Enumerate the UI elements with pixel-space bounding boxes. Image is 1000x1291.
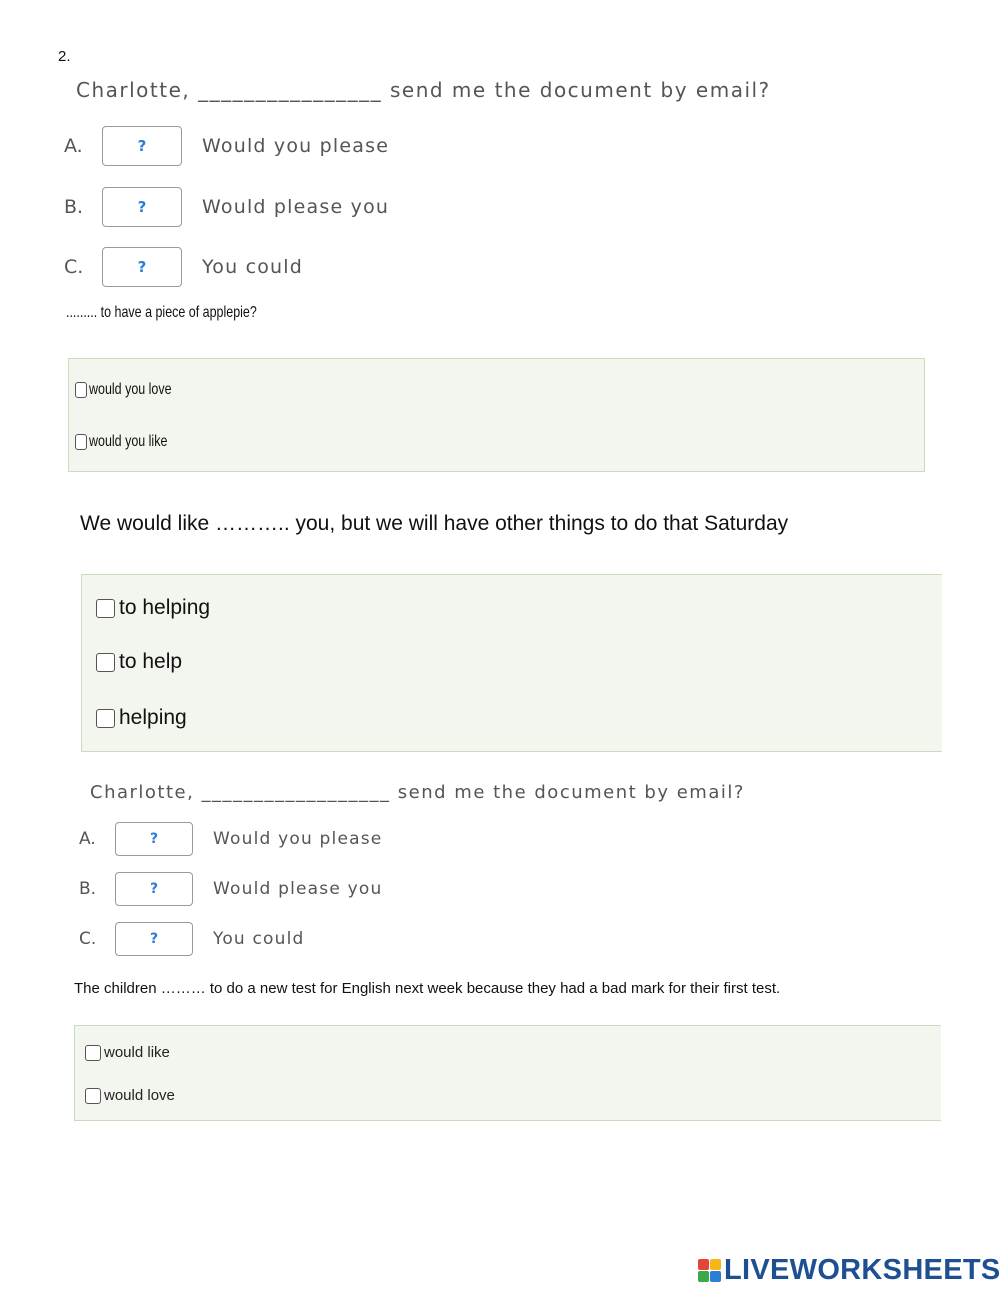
logo-block xyxy=(710,1271,721,1282)
answer-box[interactable]: ? xyxy=(102,187,182,227)
question3-choice-2[interactable] xyxy=(96,650,182,674)
answer-box[interactable]: ? xyxy=(115,872,193,906)
option-label: You could xyxy=(213,929,305,949)
liveworksheets-logo xyxy=(698,1254,1000,1287)
question4-option-c xyxy=(79,922,305,956)
option-letter: A. xyxy=(64,135,83,157)
page-number: 2. xyxy=(58,48,71,65)
checkbox[interactable] xyxy=(85,1045,101,1061)
checkbox[interactable] xyxy=(96,709,115,728)
checkbox[interactable] xyxy=(75,382,87,398)
checkbox[interactable] xyxy=(75,434,87,450)
option-letter: B. xyxy=(79,879,97,899)
question2-choice-2[interactable] xyxy=(75,433,190,451)
choice-label: would like xyxy=(104,1044,170,1061)
question2-prompt: ......... to have a piece of applepie? xyxy=(66,304,257,321)
question5-choices-panel xyxy=(74,1025,941,1121)
choice-label: would you like xyxy=(89,433,168,450)
answer-box[interactable]: ? xyxy=(115,822,193,856)
logo-block xyxy=(710,1259,721,1270)
question3-choice-3[interactable] xyxy=(96,706,187,730)
option-letter: C. xyxy=(79,929,97,949)
question1-option-c xyxy=(64,247,303,287)
question4-option-a xyxy=(79,822,382,856)
question2-choice-1[interactable] xyxy=(75,381,195,399)
option-label: You could xyxy=(202,256,304,278)
question4-option-b xyxy=(79,872,382,906)
logo-blocks-icon xyxy=(698,1259,721,1282)
question5-choice-1[interactable] xyxy=(85,1044,170,1061)
question4-prompt: Charlotte, __________________ send me the document by email? xyxy=(90,782,745,803)
question3-choices-panel xyxy=(81,574,942,752)
option-letter: C. xyxy=(64,256,84,278)
checkbox[interactable] xyxy=(85,1088,101,1104)
option-letter: A. xyxy=(79,829,96,849)
question1-option-b xyxy=(64,187,389,227)
option-label: Would you please xyxy=(213,829,383,849)
choice-label: helping xyxy=(119,706,187,729)
brand-name: LIVEWORKSHEETS xyxy=(724,1254,1000,1286)
choice-label: to helping xyxy=(119,596,211,619)
logo-block xyxy=(698,1259,709,1270)
option-letter: B. xyxy=(64,196,84,218)
choice-label: would love xyxy=(104,1087,175,1104)
option-label: Would please you xyxy=(202,196,390,218)
question3-prompt: We would like ……….. you, but we will have other things to do that Saturday xyxy=(80,512,789,535)
question1-prompt: Charlotte, ________________ send me the document by email? xyxy=(76,78,771,102)
logo-block xyxy=(698,1271,709,1282)
answer-box[interactable]: ? xyxy=(115,922,193,956)
option-label: Would please you xyxy=(213,879,383,899)
question2-choices-panel xyxy=(68,358,925,472)
choice-label: to help xyxy=(119,650,183,673)
question5-choice-2[interactable] xyxy=(85,1087,175,1104)
checkbox[interactable] xyxy=(96,653,115,672)
checkbox[interactable] xyxy=(96,599,115,618)
question5-prompt: The children ……… to do a new test for English next week because they had a bad mark for their first test. xyxy=(74,980,781,997)
answer-box[interactable]: ? xyxy=(102,247,182,287)
answer-box[interactable]: ? xyxy=(102,126,182,166)
question3-choice-1[interactable] xyxy=(96,596,210,620)
choice-label: would you love xyxy=(89,381,172,398)
option-label: Would you please xyxy=(202,135,390,157)
question1-option-a xyxy=(64,126,389,166)
